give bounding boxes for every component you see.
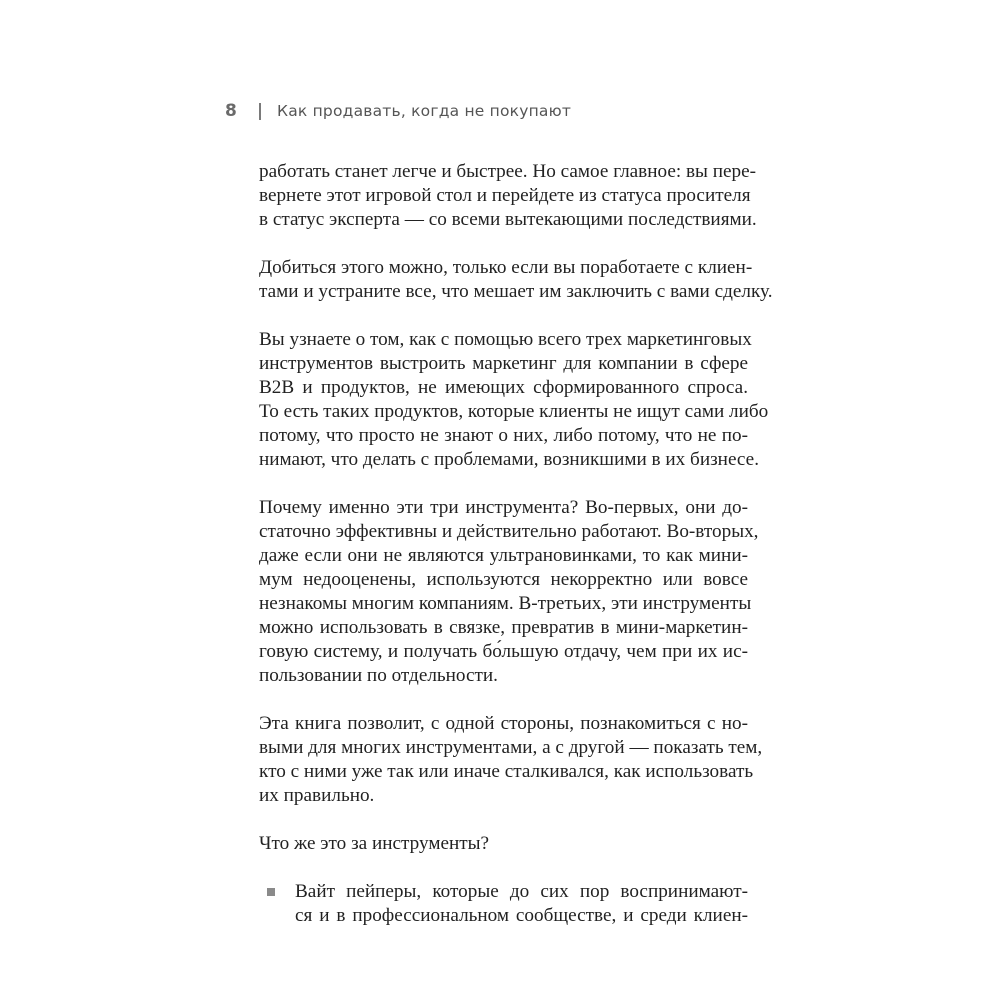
- bullet-list: [259, 880, 748, 928]
- text-line: Что же это за инструменты?: [259, 833, 490, 854]
- text-line: пользовании по отдельности.: [259, 665, 498, 686]
- text-line: нимают, что делать с проблемами, возникшими в их бизнесе.: [259, 449, 759, 470]
- text-line: Вайт пейперы, которые до сих пор воспринимают-: [295, 881, 748, 902]
- text-line: Почему именно эти три инструмента? Во-первых, они до-: [259, 497, 748, 518]
- text-line: работать станет легче и быстрее. Но самое главное: вы пере-: [259, 161, 757, 182]
- paragraph: [259, 496, 759, 688]
- running-header: [225, 101, 571, 121]
- text-line: Вы узнаете о том, как с помощью всего трех маркетинговых: [259, 329, 752, 350]
- text-line: статочно эффективны и действительно работают. Во-вторых,: [259, 521, 759, 542]
- text-line: мум недооценены, используются некорректно или вовсе: [259, 569, 748, 590]
- paragraph: [259, 328, 769, 472]
- list-item: [267, 880, 748, 928]
- paragraph: [259, 256, 773, 304]
- text-line: B2B и продуктов, не имеющих сформированного спроса.: [259, 377, 748, 398]
- paragraph: [259, 832, 748, 856]
- text-line: инструментов выстроить маркетинг для компании в сфере: [259, 353, 748, 374]
- header-separator: [259, 103, 261, 120]
- text-line: Добиться этого можно, только если вы поработаете с клиен-: [259, 257, 753, 278]
- square-bullet-icon: [267, 888, 275, 896]
- paragraph: [259, 712, 763, 808]
- text-line: можно использовать в связке, превратив в мини-маркетин-: [259, 617, 748, 638]
- paragraph: [259, 160, 757, 232]
- text-line: даже если они не являются ультрановинками, то как мини-: [259, 545, 748, 566]
- text-line: незнакомы многим компаниям. В-третьих, эти инструменты: [259, 593, 752, 614]
- running-title: Как продавать, когда не покупают: [277, 102, 572, 120]
- text-line: в статус эксперта — со всеми вытекающими последствиями.: [259, 209, 757, 230]
- text-line: выми для многих инструментами, а с другой — показать тем,: [259, 737, 763, 758]
- page-body: [259, 160, 773, 928]
- text-line: потому, что просто не знают о них, либо потому, что не по-: [259, 425, 748, 446]
- page-number: 8: [225, 101, 237, 121]
- text-line: кто с ними уже так или иначе сталкивался, как использовать: [259, 761, 754, 782]
- text-line: тами и устраните все, что мешает им заключить с вами сделку.: [259, 281, 773, 302]
- text-line: их правильно.: [259, 785, 375, 806]
- text-line: Эта книга позволит, с одной стороны, познакомиться с но-: [259, 713, 748, 734]
- text-line: говую систему, и получать бо́льшую отдачу, чем при их ис-: [259, 641, 748, 662]
- text-line: вернете этот игровой стол и перейдете из статуса просителя: [259, 185, 751, 206]
- text-line: То есть таких продуктов, которые клиенты не ищут сами либо: [259, 401, 769, 422]
- text-line: ся и в профессиональном сообществе, и среди клиен-: [295, 905, 748, 926]
